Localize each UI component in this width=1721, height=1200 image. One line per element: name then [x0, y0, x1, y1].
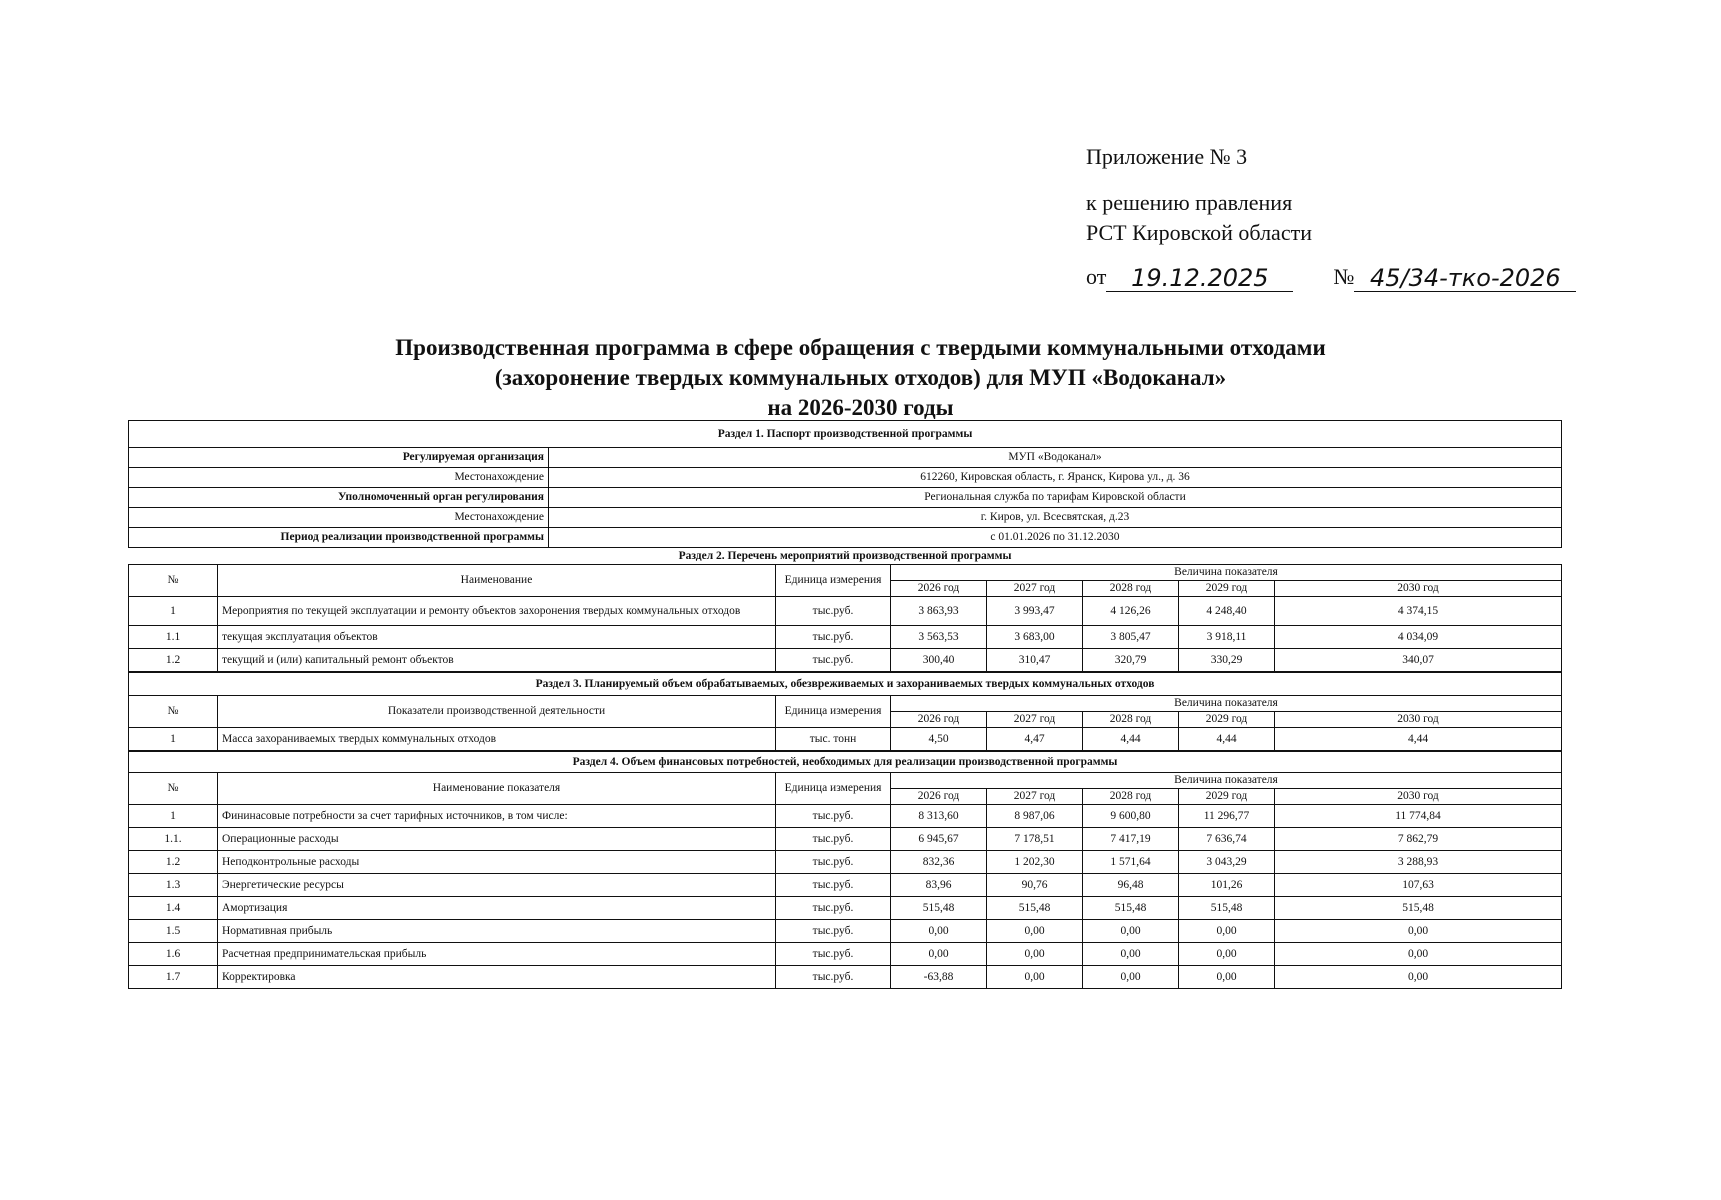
table-row — [129, 943, 1562, 966]
table-row — [129, 728, 1562, 751]
section2-col-name: Наименование — [218, 565, 776, 597]
section3-title: Раздел 3. Планируемый объем обрабатываемых, обезвреживаемых и захораниваемых твердых коммунальных отходов — [129, 673, 1562, 696]
row-value: 4,44 — [1083, 728, 1179, 751]
row-value: 0,00 — [1083, 943, 1179, 966]
year-header: 2027 год — [987, 789, 1083, 805]
row-name: Неподконтрольные расходы — [218, 851, 776, 874]
section2-col-value: Величина показателя — [891, 565, 1562, 581]
authority-name: РСТ Кировской области — [1086, 220, 1312, 245]
row-unit: тыс.руб. — [776, 597, 891, 626]
row-value: 3 683,00 — [987, 626, 1083, 649]
row-value: 310,47 — [987, 649, 1083, 672]
passport-label: Период реализации производственной программы — [129, 528, 549, 548]
row-value: 11 296,77 — [1179, 805, 1275, 828]
row-value: 3 993,47 — [987, 597, 1083, 626]
section1-title: Раздел 1. Паспорт производственной программы — [129, 421, 1562, 448]
row-value: 83,96 — [891, 874, 987, 897]
decision-number: 45/34-тко-2026 — [1354, 265, 1576, 292]
program-tables — [128, 420, 1562, 989]
section4-col-no: № — [129, 773, 218, 805]
table-row — [129, 828, 1562, 851]
row-value: 3 043,29 — [1179, 851, 1275, 874]
row-number: 1.2 — [129, 649, 218, 672]
row-value: 300,40 — [891, 649, 987, 672]
row-value: 101,26 — [1179, 874, 1275, 897]
passport-value: 612260, Кировская область, г. Яранск, Кирова ул., д. 36 — [549, 468, 1562, 488]
row-value: 4 126,26 — [1083, 597, 1179, 626]
row-name: Операционные расходы — [218, 828, 776, 851]
row-value: 9 600,80 — [1083, 805, 1179, 828]
row-value: 7 862,79 — [1275, 828, 1562, 851]
passport-row — [129, 448, 1562, 468]
row-value: 0,00 — [987, 966, 1083, 989]
decision-reference: к решению правления — [1086, 190, 1293, 215]
row-value: 0,00 — [1275, 943, 1562, 966]
row-unit: тыс.руб. — [776, 851, 891, 874]
row-name: Расчетная предпринимательская прибыль — [218, 943, 776, 966]
row-value: 3 288,93 — [1275, 851, 1562, 874]
passport-label: Уполномоченный орган регулирования — [129, 488, 549, 508]
year-header: 2030 год — [1275, 712, 1562, 728]
document-title — [0, 333, 1721, 423]
row-value: 0,00 — [1275, 920, 1562, 943]
table-row — [129, 920, 1562, 943]
row-value: 4 248,40 — [1179, 597, 1275, 626]
row-value: 0,00 — [1179, 966, 1275, 989]
row-value: 3 805,47 — [1083, 626, 1179, 649]
row-name: Амортизация — [218, 897, 776, 920]
row-value: 4 034,09 — [1275, 626, 1562, 649]
row-value: 0,00 — [987, 943, 1083, 966]
row-value: 7 417,19 — [1083, 828, 1179, 851]
table-row — [129, 966, 1562, 989]
section2-measures-table — [128, 564, 1562, 672]
row-value: 90,76 — [987, 874, 1083, 897]
title-line-2: (захоронение твердых коммунальных отходов) для МУП «Водоканал» — [494, 365, 1227, 390]
row-value: 832,36 — [891, 851, 987, 874]
year-header: 2026 год — [891, 712, 987, 728]
row-value: 107,63 — [1275, 874, 1562, 897]
row-value: 96,48 — [1083, 874, 1179, 897]
row-number: 1.1 — [129, 626, 218, 649]
row-unit: тыс.руб. — [776, 626, 891, 649]
row-value: 515,48 — [891, 897, 987, 920]
row-name: Мероприятия по текущей эксплуатации и ремонту объектов захоронения твердых коммунальных отходов — [218, 597, 776, 626]
row-number: 1.2 — [129, 851, 218, 874]
passport-row — [129, 508, 1562, 528]
table-row — [129, 851, 1562, 874]
section4-col-name: Наименование показателя — [218, 773, 776, 805]
passport-value: г. Киров, ул. Всесвятская, д.23 — [549, 508, 1562, 528]
row-unit: тыс.руб. — [776, 828, 891, 851]
appendix-number: Приложение № 3 — [1086, 144, 1248, 169]
row-value: 3 918,11 — [1179, 626, 1275, 649]
passport-row — [129, 488, 1562, 508]
row-unit: тыс.руб. — [776, 874, 891, 897]
section1-passport-table — [128, 420, 1562, 548]
year-header: 2029 год — [1179, 581, 1275, 597]
section3-volume-table — [128, 672, 1562, 751]
row-value: 4,44 — [1179, 728, 1275, 751]
row-value: 1 202,30 — [987, 851, 1083, 874]
year-header: 2028 год — [1083, 789, 1179, 805]
row-value: 3 863,93 — [891, 597, 987, 626]
decision-date-number — [1086, 262, 1576, 292]
row-name: текущий и (или) капитальный ремонт объектов — [218, 649, 776, 672]
year-header: 2027 год — [987, 712, 1083, 728]
table-row — [129, 626, 1562, 649]
row-value: 8 313,60 — [891, 805, 987, 828]
year-header: 2029 год — [1179, 789, 1275, 805]
year-header: 2028 год — [1083, 712, 1179, 728]
row-value: 3 563,53 — [891, 626, 987, 649]
row-value: 4 374,15 — [1275, 597, 1562, 626]
table-row — [129, 805, 1562, 828]
row-value: 7 178,51 — [987, 828, 1083, 851]
passport-label: Местонахождение — [129, 508, 549, 528]
section3-col-value: Величина показателя — [891, 696, 1562, 712]
row-value: 0,00 — [1083, 966, 1179, 989]
row-value: 4,47 — [987, 728, 1083, 751]
row-value: 4,50 — [891, 728, 987, 751]
row-value: 515,48 — [1083, 897, 1179, 920]
row-name: Корректировка — [218, 966, 776, 989]
row-unit: тыс.руб. — [776, 966, 891, 989]
section3-col-unit: Единица измерения — [776, 696, 891, 728]
row-value: 515,48 — [987, 897, 1083, 920]
year-header: 2028 год — [1083, 581, 1179, 597]
table-row — [129, 649, 1562, 672]
row-number: 1.1. — [129, 828, 218, 851]
section2-title: Раздел 2. Перечень мероприятий производственной программы — [678, 550, 1012, 562]
row-name: Нормативная прибыль — [218, 920, 776, 943]
section4-col-value: Величина показателя — [891, 773, 1562, 789]
row-value: 0,00 — [1179, 943, 1275, 966]
table-row — [129, 897, 1562, 920]
section4-financial-table — [128, 751, 1562, 989]
section4-col-unit: Единица измерения — [776, 773, 891, 805]
section2-col-unit: Единица измерения — [776, 565, 891, 597]
row-name: Масса захораниваемых твердых коммунальных отходов — [218, 728, 776, 751]
row-value: 0,00 — [891, 943, 987, 966]
row-value: 4,44 — [1275, 728, 1562, 751]
year-header: 2026 год — [891, 581, 987, 597]
row-unit: тыс.руб. — [776, 943, 891, 966]
passport-value: Региональная служба по тарифам Кировской области — [549, 488, 1562, 508]
row-number: 1.4 — [129, 897, 218, 920]
row-value: 0,00 — [1179, 920, 1275, 943]
row-value: 340,07 — [1275, 649, 1562, 672]
decision-date: 19.12.2025 — [1106, 265, 1293, 292]
row-value: 515,48 — [1275, 897, 1562, 920]
row-value: -63,88 — [891, 966, 987, 989]
number-label: № — [1333, 264, 1355, 289]
passport-label: Регулируемая организация — [129, 448, 549, 468]
row-value: 320,79 — [1083, 649, 1179, 672]
row-value: 8 987,06 — [987, 805, 1083, 828]
row-number: 1 — [129, 805, 218, 828]
section4-title: Раздел 4. Объем финансовых потребностей, необходимых для реализации производственной программы — [129, 752, 1562, 773]
passport-row — [129, 528, 1562, 548]
from-label: от — [1086, 264, 1107, 289]
appendix-header — [1086, 142, 1576, 292]
row-unit: тыс.руб. — [776, 897, 891, 920]
row-number: 1.3 — [129, 874, 218, 897]
passport-value: МУП «Водоканал» — [549, 448, 1562, 468]
row-value: 0,00 — [891, 920, 987, 943]
row-value: 1 571,64 — [1083, 851, 1179, 874]
row-value: 330,29 — [1179, 649, 1275, 672]
row-number: 1 — [129, 728, 218, 751]
row-value: 11 774,84 — [1275, 805, 1562, 828]
row-unit: тыс. тонн — [776, 728, 891, 751]
row-name: Фининасовые потребности за счет тарифных источников, в том числе: — [218, 805, 776, 828]
year-header: 2027 год — [987, 581, 1083, 597]
row-name: Энергетические ресурсы — [218, 874, 776, 897]
title-line-1: Производственная программа в сфере обращения с твердыми коммунальными отходами — [395, 335, 1326, 360]
table-row — [129, 874, 1562, 897]
section2-col-no: № — [129, 565, 218, 597]
table-row — [129, 597, 1562, 626]
passport-row — [129, 468, 1562, 488]
row-value: 0,00 — [1083, 920, 1179, 943]
row-number: 1.5 — [129, 920, 218, 943]
year-header: 2030 год — [1275, 581, 1562, 597]
row-number: 1.7 — [129, 966, 218, 989]
row-unit: тыс.руб. — [776, 649, 891, 672]
row-value: 7 636,74 — [1179, 828, 1275, 851]
passport-label: Местонахождение — [129, 468, 549, 488]
row-value: 0,00 — [1275, 966, 1562, 989]
passport-value: с 01.01.2026 по 31.12.2030 — [549, 528, 1562, 548]
row-value: 0,00 — [987, 920, 1083, 943]
section3-col-name: Показатели производственной деятельности — [218, 696, 776, 728]
title-line-3: на 2026-2030 годы — [767, 395, 954, 420]
row-number: 1 — [129, 597, 218, 626]
row-value: 6 945,67 — [891, 828, 987, 851]
year-header: 2029 год — [1179, 712, 1275, 728]
row-name: текущая эксплуатация объектов — [218, 626, 776, 649]
section3-col-no: № — [129, 696, 218, 728]
row-unit: тыс.руб. — [776, 920, 891, 943]
year-header: 2030 год — [1275, 789, 1562, 805]
row-unit: тыс.руб. — [776, 805, 891, 828]
row-value: 515,48 — [1179, 897, 1275, 920]
row-number: 1.6 — [129, 943, 218, 966]
year-header: 2026 год — [891, 789, 987, 805]
